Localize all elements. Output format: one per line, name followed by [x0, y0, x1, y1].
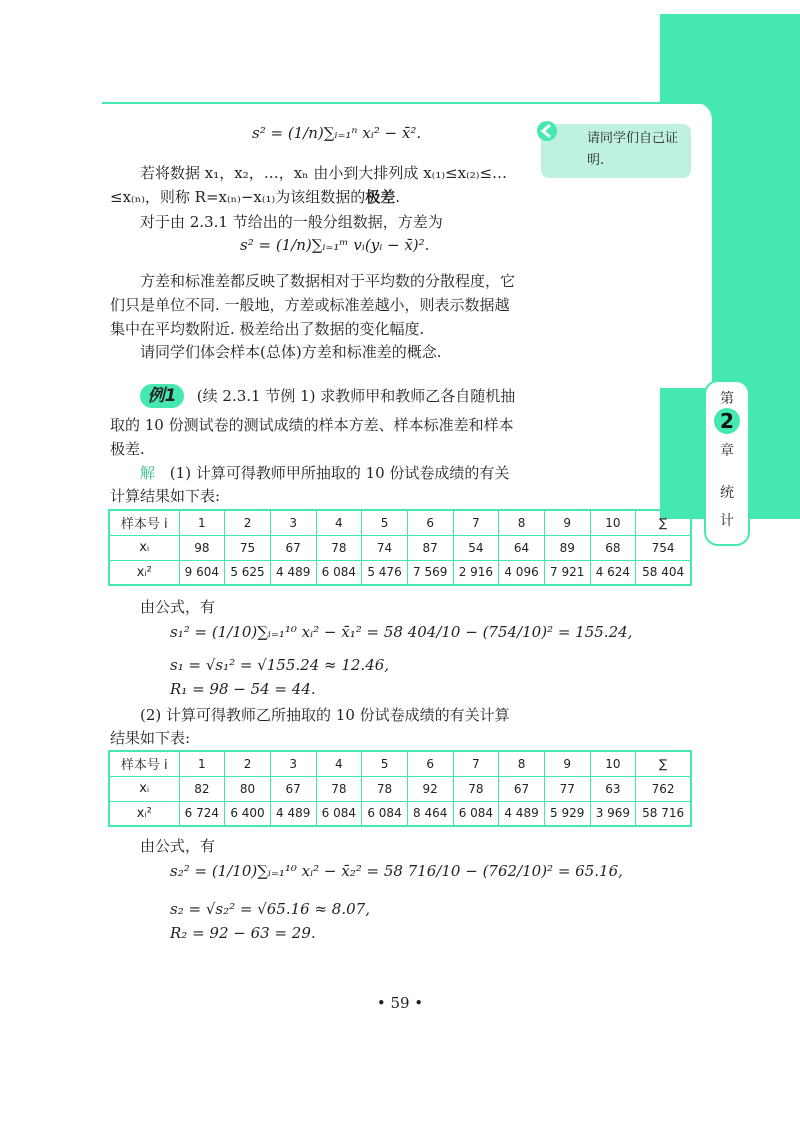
table-b-x-row [109, 776, 691, 801]
table-b-header-cell-7: 7 [453, 751, 499, 776]
solution-part1-line-1: 解 (1) 计算可得教师甲所抽取的 10 份试卷成绩的有关 [140, 464, 510, 482]
page-number: • 59 • [376, 994, 424, 1012]
table-a-x-cell-9: 89 [544, 535, 590, 560]
table-b-x-cell-3: 67 [270, 776, 316, 801]
table-a-x2-cell-5: 5 476 [362, 560, 408, 585]
table-a-x-row [109, 535, 691, 560]
table-b-x2-cell-7: 6 084 [453, 801, 499, 826]
example-line-3: 极差. [110, 440, 145, 458]
table-a-x-cell-7: 54 [453, 535, 499, 560]
calc-b-line-2: s₂ = √s₂² = √65.16 ≈ 8.07, [170, 900, 370, 918]
table-a-x-cell-0: xᵢ [109, 535, 179, 560]
table-a-x2-cell-8: 4 096 [499, 560, 545, 585]
formula-variance-text: s² = (1/n)∑ᵢ₌₁ⁿ xᵢ² − x̄². [252, 124, 422, 142]
table-b-x2-cell-5: 6 084 [362, 801, 408, 826]
example-label: 例1 [140, 384, 184, 408]
table-b-x-cell-0: xᵢ [109, 776, 179, 801]
table-a-x-cell-5: 74 [362, 535, 408, 560]
example-line-1: 例1 (续 2.3.1 节例 1) 求教师甲和教师乙各自随机抽 [140, 384, 515, 408]
table-a-x2-cell-7: 2 916 [453, 560, 499, 585]
table-b-x2-row [109, 801, 691, 826]
formula-variance [252, 124, 421, 142]
formula-grouped-variance: s² = (1/n)∑ᵢ₌₁ᵐ vᵢ(yᵢ − x̄)². [240, 236, 430, 254]
table-a-header-cell-9: 9 [544, 510, 590, 535]
paragraph-meaning-line-2: 们只是单位不同. 一般地，方差或标准差越小，则表示数据越 [110, 296, 510, 314]
table-a-header-cell-4: 4 [316, 510, 362, 535]
table-b-x-cell-1: 82 [179, 776, 225, 801]
table-b-header-cell-4: 4 [316, 751, 362, 776]
example-line-2: 取的 10 份测试卷的测试成绩的样本方差、样本标准差和样本 [110, 416, 514, 434]
table-b-header-cell-2: 2 [225, 751, 271, 776]
chapter-number-badge: 2 [714, 408, 740, 434]
table-a-x-cell-8: 64 [499, 535, 545, 560]
calc-b-line-1: s₂² = (1/10)∑ᵢ₌₁¹⁰ xᵢ² − x̄₂² = 58 716/10 − (762/10)² = 65.16, [170, 862, 623, 880]
table-a-x2-row [109, 560, 691, 585]
table-a-x2-cell-3: 4 489 [270, 560, 316, 585]
arrow-left-icon [534, 120, 560, 142]
table-a-header-cell-5: 5 [362, 510, 408, 535]
table-a-x2-cell-11: 58 404 [636, 560, 691, 585]
table-a-x2-cell-0: xᵢ² [109, 560, 179, 585]
table-a-x-cell-10: 68 [590, 535, 636, 560]
table-a-x2-cell-10: 4 624 [590, 560, 636, 585]
calc-a-line-3: R₁ = 98 − 54 = 44. [170, 680, 316, 698]
table-b-x-cell-9: 77 [544, 776, 590, 801]
side-note-text: 请同学们自己证明. [587, 131, 679, 168]
solution-part2-line-2: 结果如下表: [110, 729, 191, 747]
table-b-x-cell-4: 78 [316, 776, 362, 801]
by-formula-a: 由公式，有 [140, 598, 216, 616]
chapter-tab-title-2: 计 [720, 513, 734, 529]
table-b-x-cell-11: 762 [636, 776, 691, 801]
paragraph-concept: 请同学们体会样本(总体)方差和标准差的概念. [140, 343, 442, 361]
table-a-header-cell-7: 7 [453, 510, 499, 535]
table-a-header-cell-10: 10 [590, 510, 636, 535]
table-a-x-cell-3: 67 [270, 535, 316, 560]
table-a-x-cell-1: 98 [179, 535, 225, 560]
table-a-x2-cell-2: 5 625 [225, 560, 271, 585]
table-a-x2-cell-6: 7 569 [407, 560, 453, 585]
table-b-x2-cell-3: 4 489 [270, 801, 316, 826]
table-a-header-cell-2: 2 [225, 510, 271, 535]
table-b-x-cell-10: 63 [590, 776, 636, 801]
table-b-x2-cell-0: xᵢ² [109, 801, 179, 826]
table-b-x-cell-2: 80 [225, 776, 271, 801]
paragraph-meaning-line-3: 集中在平均数附近. 极差给出了数据的变化幅度. [110, 320, 425, 338]
table-b-header-cell-10: 10 [590, 751, 636, 776]
table-b-x2-cell-4: 6 084 [316, 801, 362, 826]
table-b-x2-cell-10: 3 969 [590, 801, 636, 826]
term-range: 极差 [365, 188, 396, 206]
calc-a-line-1: s₁² = (1/10)∑ᵢ₌₁¹⁰ xᵢ² − x̄₁² = 58 404/10 − (754/10)² = 155.24, [170, 623, 633, 641]
table-b-header-cell-6: 6 [407, 751, 453, 776]
solution-label: 解 [140, 464, 156, 482]
table-a-x-cell-6: 87 [407, 535, 453, 560]
table-b-header-cell-3: 3 [270, 751, 316, 776]
table-a-header-cell-0: 样本号 i [109, 510, 179, 535]
table-b-x2-cell-1: 6 724 [179, 801, 225, 826]
calc-b-line-3: R₂ = 92 − 63 = 29. [170, 924, 316, 942]
chapter-tab-title-1: 统 [720, 485, 734, 501]
paragraph-grouped: 对于由 2.3.1 节给出的一般分组数据，方差为 [140, 213, 443, 231]
table-b-x2-cell-9: 5 929 [544, 801, 590, 826]
table-b-header-row [109, 751, 691, 776]
by-formula-b: 由公式，有 [140, 837, 216, 855]
table-a-x2-cell-4: 6 084 [316, 560, 362, 585]
table-a-header-cell-3: 3 [270, 510, 316, 535]
table-a-header-cell-8: 8 [499, 510, 545, 535]
calc-a-line-2: s₁ = √s₁² = √155.24 ≈ 12.46, [170, 656, 390, 674]
table-b-x-cell-8: 67 [499, 776, 545, 801]
table-teacher-a [108, 509, 692, 586]
chapter-tab-zhang: 章 [720, 443, 734, 459]
table-a-x2-cell-1: 9 604 [179, 560, 225, 585]
table-a-x2-cell-9: 7 921 [544, 560, 590, 585]
chapter-tab[interactable] [704, 380, 750, 546]
paragraph-range-line-1: 若将数据 x₁，x₂，…，xₙ 由小到大排列成 x₍₁₎≤x₍₂₎≤… [140, 164, 508, 182]
paragraph-range-line-2: ≤x₍ₙ₎，则称 R=x₍ₙ₎−x₍₁₎为该组数据的极差. [110, 188, 401, 206]
table-b-x2-cell-11: 58 716 [636, 801, 691, 826]
chapter-tab-di: 第 [720, 391, 734, 407]
table-a-header-row [109, 510, 691, 535]
table-b-x-cell-5: 78 [362, 776, 408, 801]
table-a-header-cell-6: 6 [407, 510, 453, 535]
top-rule [102, 102, 702, 104]
table-teacher-b [108, 750, 692, 827]
table-a-x-cell-4: 78 [316, 535, 362, 560]
solution-part1-line-2: 计算结果如下表: [110, 487, 221, 505]
side-note [541, 124, 691, 178]
table-b-x-cell-7: 78 [453, 776, 499, 801]
table-b-header-cell-5: 5 [362, 751, 408, 776]
table-b-header-cell-0: 样本号 i [109, 751, 179, 776]
table-b-header-cell-1: 1 [179, 751, 225, 776]
solution-part2-line-1: (2) 计算可得教师乙所抽取的 10 份试卷成绩的有关计算 [140, 706, 510, 724]
table-a-header-cell-11: ∑ [636, 510, 691, 535]
paragraph-meaning-line-1: 方差和标准差都反映了数据相对于平均数的分散程度，它 [140, 272, 516, 290]
table-b-x2-cell-2: 6 400 [225, 801, 271, 826]
table-b-header-cell-8: 8 [499, 751, 545, 776]
table-a-x-cell-11: 754 [636, 535, 691, 560]
table-b-header-cell-9: 9 [544, 751, 590, 776]
table-b-x-cell-6: 92 [407, 776, 453, 801]
table-b-x2-cell-6: 8 464 [407, 801, 453, 826]
table-b-header-cell-11: ∑ [636, 751, 691, 776]
table-b-x2-cell-8: 4 489 [499, 801, 545, 826]
table-a-header-cell-1: 1 [179, 510, 225, 535]
table-a-x-cell-2: 75 [225, 535, 271, 560]
